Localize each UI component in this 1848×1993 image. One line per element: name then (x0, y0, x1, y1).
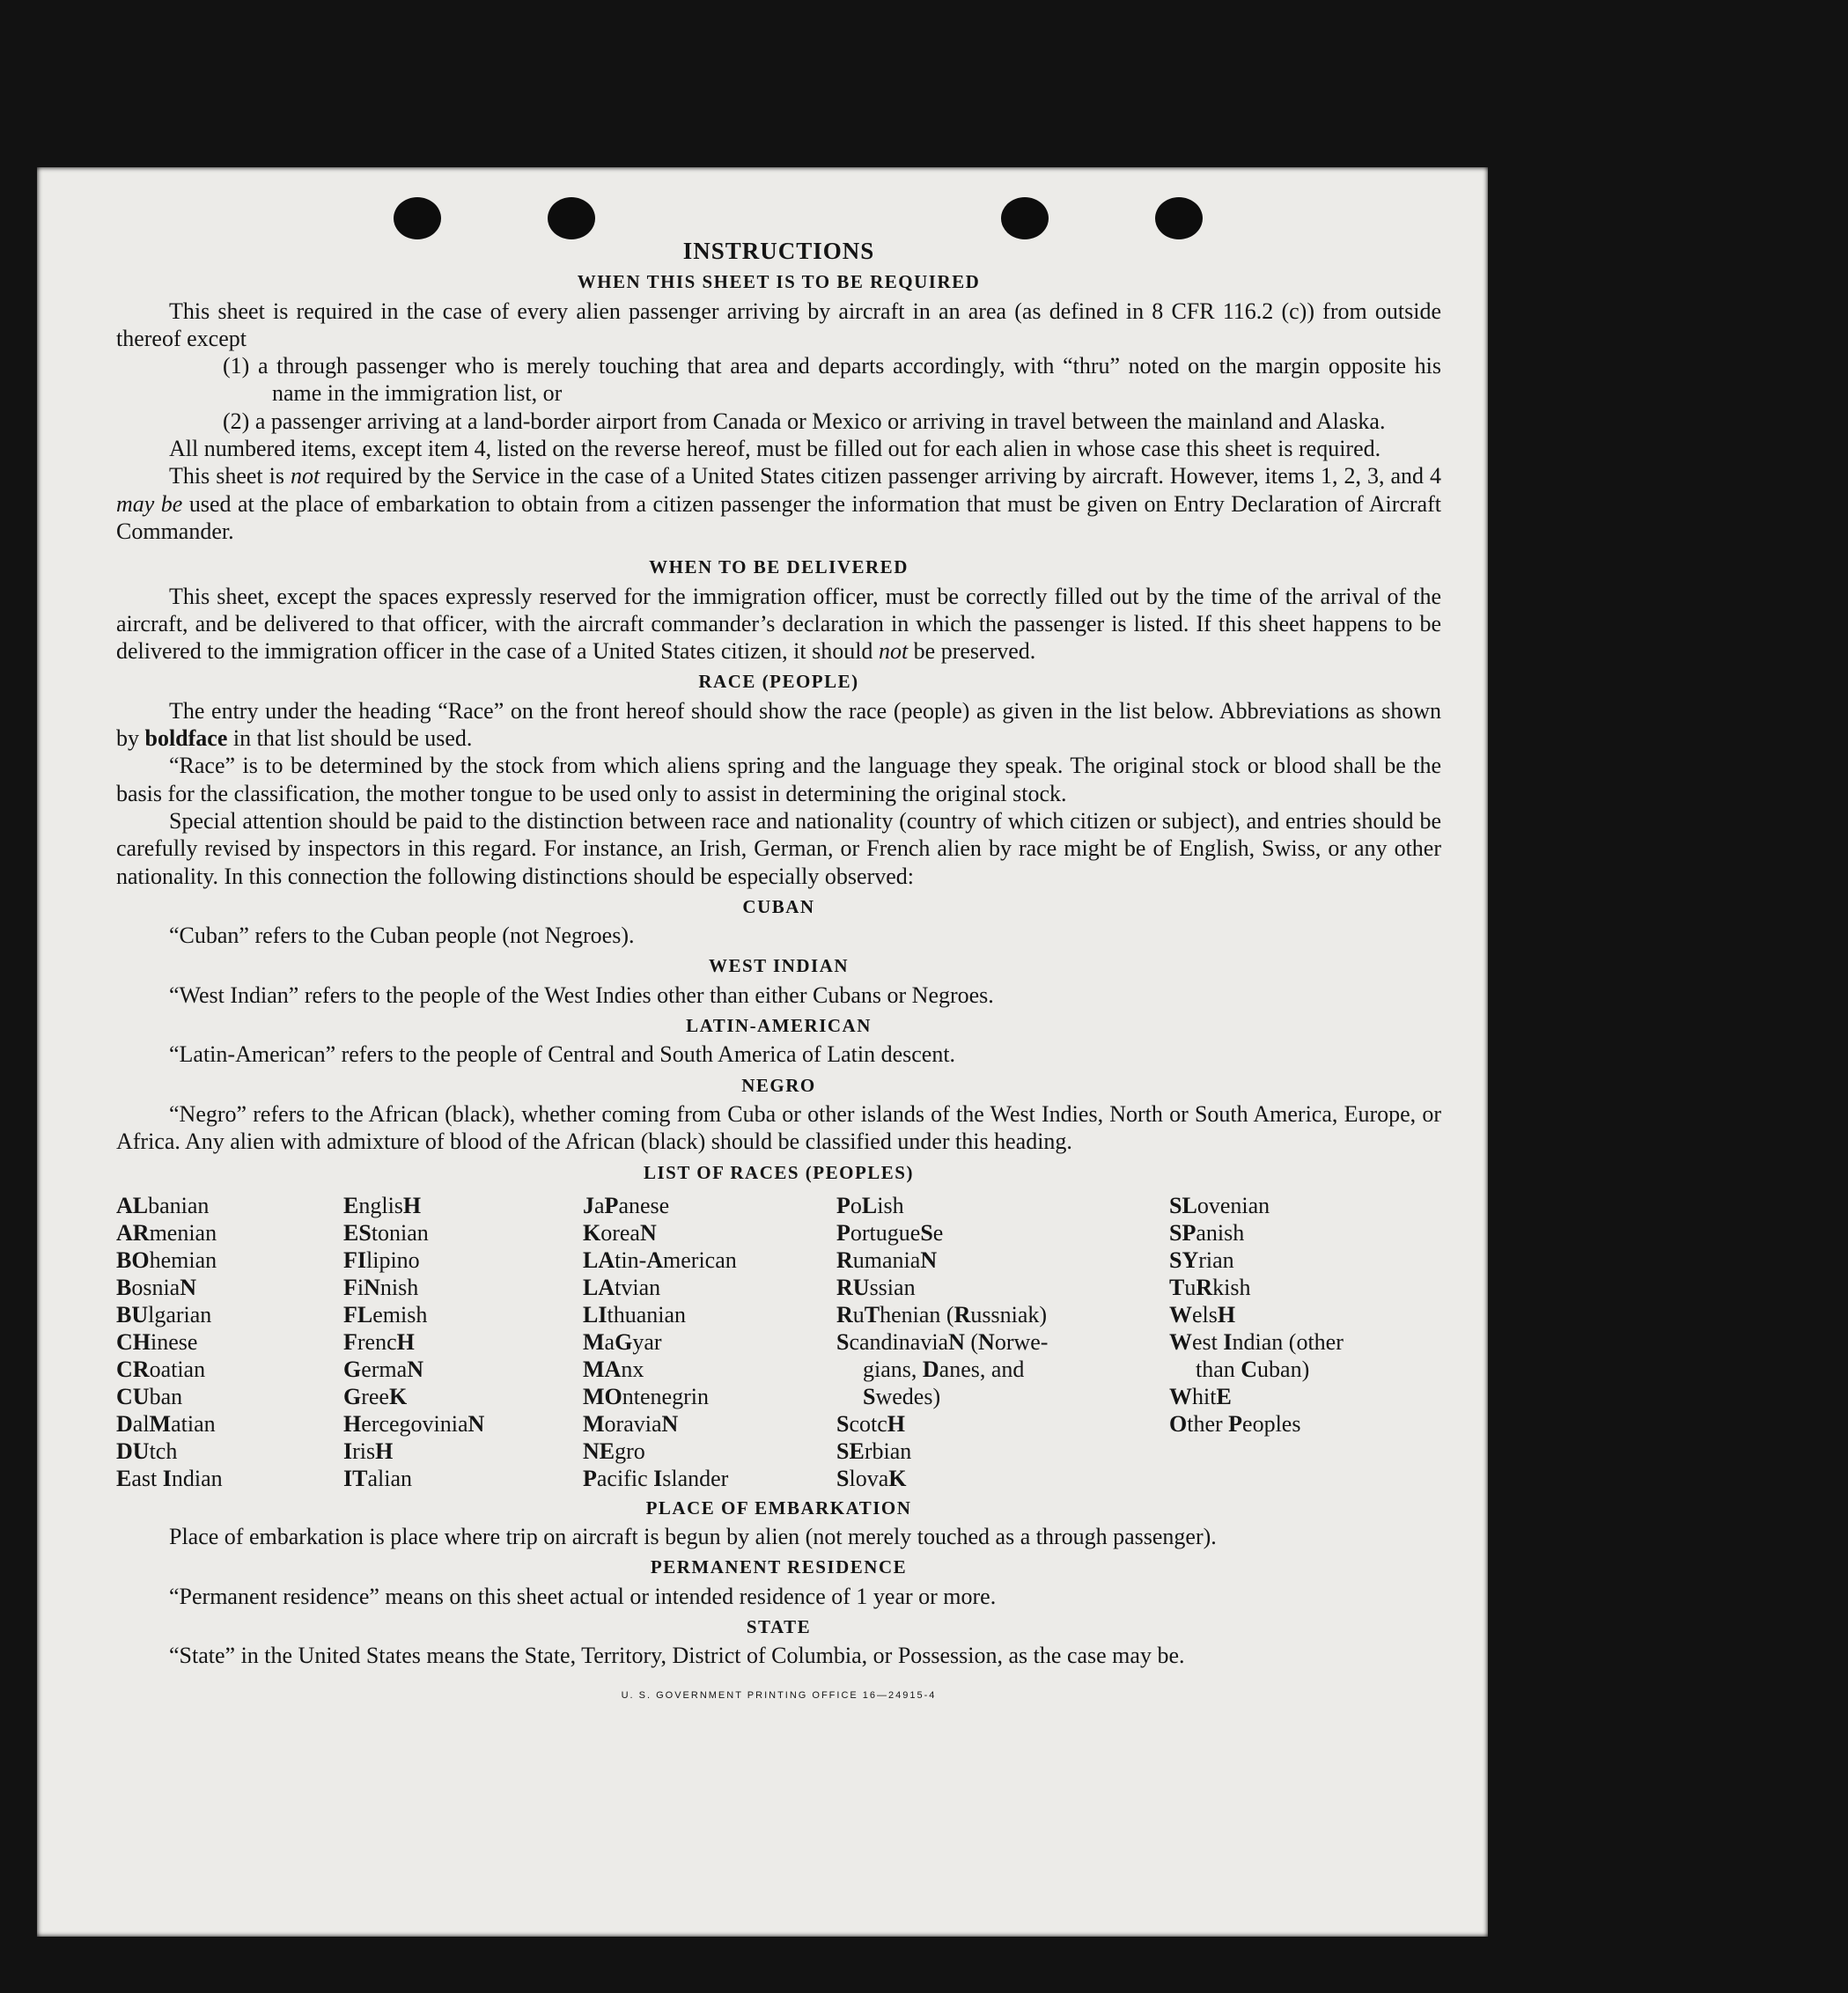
race-entry: SPanish (1169, 1219, 1245, 1246)
text-run: be preserved. (908, 638, 1036, 665)
punch-hole (1155, 197, 1203, 239)
race-entry: Pacific Islander (583, 1465, 729, 1491)
section-heading: CUBAN (742, 895, 815, 917)
race-entry: HercegoviniaN (343, 1410, 485, 1437)
section-heading: WHEN THIS SHEET IS TO BE REQUIRED (577, 271, 981, 293)
text-run: in that list should be used. (227, 725, 473, 752)
race-entry: Swedes) (863, 1383, 941, 1409)
text-run: The entry under the heading “Race” on the front hereof should show the race (people) as given in the list below. Abbreviations as shown by (116, 697, 1441, 752)
section-heading: RACE (PEOPLE) (698, 671, 859, 693)
punch-hole (1001, 197, 1049, 239)
race-entry: RuThenian (Russniak) (836, 1301, 1048, 1327)
text-run: used at the place of embarkation to obtain from a citizen passenger the information that must be given on Entry Declaration of Aircraft Commander. (116, 490, 1442, 544)
italic-text: may be (116, 490, 183, 517)
race-entry: KoreaN (583, 1219, 657, 1246)
punch-hole (394, 197, 441, 239)
race-entry: PoLish (836, 1192, 904, 1218)
race-entry: FiNnish (343, 1274, 419, 1300)
paragraph: “Permanent residence” means on this sheet actual or intended residence of 1 year or more. (169, 1583, 997, 1609)
paragraph: “Latin-American” refers to the people of Central and South America of Latin descent. (169, 1041, 956, 1068)
list-item: (1) a through passenger who is merely touching that area and departs accordingly, with “thru” noted on the margin opposite his name in the immigration list, or (223, 353, 1441, 407)
paragraph: Place of embarkation is place where trip on aircraft is begun by alien (not merely touched as a through passenger). (169, 1524, 1217, 1550)
race-entry: CRoatian (116, 1356, 206, 1382)
race-entry: Other Peoples (1169, 1410, 1301, 1437)
race-entry: SYrian (1169, 1247, 1234, 1273)
race-entry: LAtin-American (583, 1247, 737, 1273)
race-entry: EnglisH (343, 1192, 422, 1218)
section-heading: LIST OF RACES (PEOPLES) (644, 1161, 914, 1183)
paragraph: This sheet is required in the case of every alien passenger arriving by aircraft in an area (as defined in 8 CFR 116.2 (c)) from outside thereof except (116, 298, 1441, 351)
list-item: (2) a passenger arriving at a land-border airport from Canada or Mexico or arriving in travel between the mainland and Alaska. (223, 408, 1386, 434)
race-entry: LAtvian (583, 1274, 661, 1300)
race-entry: ARmenian (116, 1219, 217, 1246)
race-entry: DalMatian (116, 1410, 216, 1437)
race-entry: JaPanese (583, 1192, 670, 1218)
section-heading: STATE (746, 1615, 812, 1637)
paragraph: “West Indian” refers to the people of the West Indies other than either Cubans or Negroes. (169, 982, 994, 1008)
race-entry: gians, Danes, and (863, 1356, 1025, 1382)
paragraph: “State” in the United States means the State, Territory, District of Columbia, or Possession, as the case may be. (169, 1643, 1185, 1669)
section-heading: PERMANENT RESIDENCE (650, 1556, 908, 1578)
paragraph (116, 697, 1441, 753)
paragraph (116, 462, 1441, 545)
paragraph: All numbered items, except item 4, listed on the reverse hereof, must be filled out for each alien in whose case this sheet is required. (169, 436, 1381, 462)
race-entry: BOhemian (116, 1247, 217, 1273)
paragraph: “Race” is to be determined by the stock from which aliens spring and the language they speak. The original stock or blood shall be the basis for the classification, the mother tongue to be used only to assist in determining the original stock. (116, 753, 1441, 806)
race-entry: DUtch (116, 1438, 178, 1464)
section-heading: LATIN-AMERICAN (686, 1015, 872, 1037)
race-column (583, 1192, 737, 1492)
race-entry: FrencH (343, 1328, 415, 1355)
bold-text: boldface (144, 725, 228, 752)
race-entry: FIlipino (343, 1247, 420, 1273)
race-entry: WhitE (1169, 1383, 1232, 1409)
race-entry: RumaniaN (836, 1247, 938, 1273)
race-entry: MoraviaN (583, 1410, 679, 1437)
paragraph: “Cuban” refers to the Cuban people (not Negroes). (169, 923, 635, 949)
race-column (1169, 1192, 1344, 1438)
race-column (836, 1192, 1048, 1492)
race-entry: PortugueSe (836, 1219, 944, 1246)
race-entry: TuRkish (1169, 1274, 1251, 1300)
race-entry: EStonian (343, 1219, 429, 1246)
race-entry: East Indian (116, 1465, 223, 1491)
section-heading: PLACE OF EMBARKATION (645, 1497, 912, 1519)
printer-imprint: U. S. GOVERNMENT PRINTING OFFICE 16—24915-4 (621, 1689, 937, 1701)
section-heading: WEST INDIAN (708, 955, 850, 977)
race-entry: BosniaN (116, 1274, 197, 1300)
race-entry: SErbian (836, 1438, 912, 1464)
text-run: This sheet is (169, 463, 291, 489)
race-entry: than Cuban) (1196, 1356, 1310, 1382)
race-entry: MaGyar (583, 1328, 662, 1355)
race-entry: MAnx (583, 1356, 644, 1382)
race-entry: ALbanian (116, 1192, 210, 1218)
paragraph: “Negro” refers to the African (black), whether coming from Cuba or other islands of the West Indies, North or South America, Europe, or Africa. Any alien with admixture of blood of the African (black) should be classified under this heading. (116, 1100, 1441, 1155)
race-entry: MOntenegrin (583, 1383, 709, 1409)
paragraph: Special attention should be paid to the distinction between race and nationality (country of which citizen or subject), and entries should be carefully revised by inspectors in this regard. For instance, an Irish, German, or French alien by race might be of English, Swiss, or any other nationality. In this connection the following distinctions should be especially observed: (116, 807, 1441, 889)
italic-text: not (290, 463, 320, 489)
race-entry: GreeK (343, 1383, 408, 1409)
race-list (116, 1192, 1441, 1491)
race-entry: WelsH (1169, 1301, 1236, 1327)
section-heading: WHEN TO BE DELIVERED (649, 556, 909, 578)
race-entry: SlovaK (836, 1465, 907, 1491)
text-run: required by the Service in the case of a United States citizen passenger arriving by aircraft. However, items 1, 2, 3, and 4 (320, 463, 1441, 489)
race-entry: ITalian (343, 1465, 412, 1491)
race-entry: CHinese (116, 1328, 198, 1355)
race-entry: West Indian (other (1169, 1328, 1344, 1355)
instructions-content (116, 238, 1441, 1710)
section-heading: NEGRO (741, 1074, 816, 1096)
race-entry: BUlgarian (116, 1301, 212, 1327)
punch-hole (548, 197, 595, 239)
race-entry: SLovenian (1169, 1192, 1270, 1218)
text-run: This sheet, except the spaces expressly reserved for the immigration officer, must be correctly filled out by the time of the arrival of the aircraft, and be delivered to that officer, with the aircraft commander’s declaration in which the passenger is listed. If this sheet happens to be delivered to the immigration officer in the case of a United States citizen, it should (116, 583, 1441, 665)
race-column (343, 1192, 484, 1492)
italic-text: not (878, 638, 909, 665)
race-entry: CUban (116, 1383, 183, 1409)
paragraph (116, 583, 1441, 666)
document-sheet (37, 167, 1488, 1937)
race-entry: GermaN (343, 1356, 423, 1382)
race-column (116, 1192, 223, 1492)
race-entry: IrisH (343, 1438, 394, 1464)
race-entry: FLemish (343, 1301, 428, 1327)
race-entry: ScotcH (836, 1410, 906, 1437)
page-title: INSTRUCTIONS (682, 238, 875, 264)
race-entry: ScandinaviaN (Norwe- (836, 1328, 1049, 1355)
race-entry: LIthuanian (583, 1301, 686, 1327)
race-entry: RUssian (836, 1274, 916, 1300)
race-entry: NEgro (583, 1438, 645, 1464)
